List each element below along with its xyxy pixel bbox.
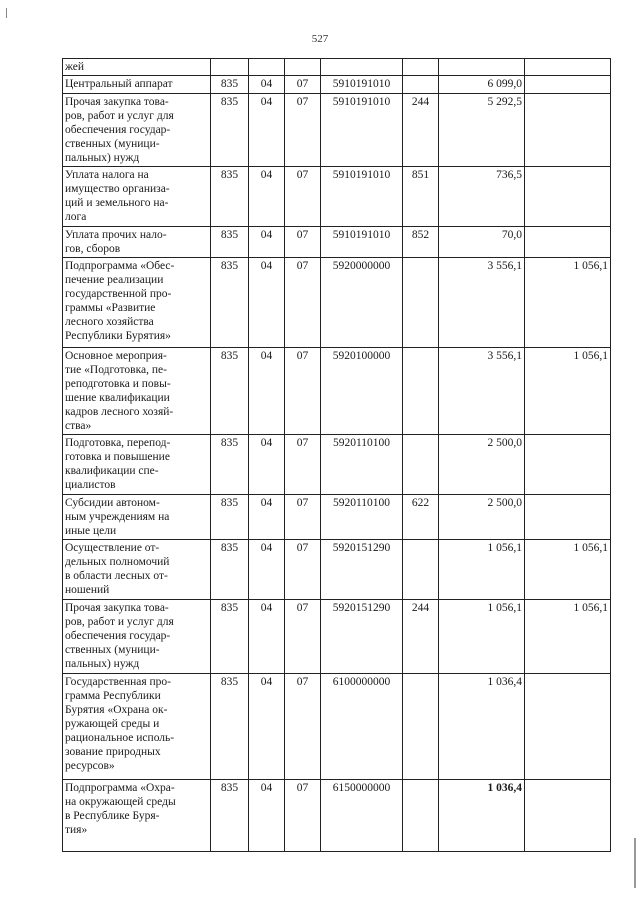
name-line: зование природных (65, 746, 161, 758)
name-line: Прочая закупка това- (65, 96, 169, 108)
cell-target-article: 5920110100 (321, 435, 403, 495)
cell-section: 04 (249, 167, 285, 227)
cell-expense-type (403, 348, 439, 435)
cell-sum-total: 1 036,4 (439, 674, 525, 780)
cell-subsection: 07 (285, 348, 321, 435)
name-line: лесного хозяйства (65, 316, 154, 328)
cell-sum-total: 1 056,1 (439, 600, 525, 674)
table-row (63, 258, 611, 348)
name-line: квалификации спе- (65, 465, 159, 477)
cell-expense-type (403, 780, 439, 852)
name-line: Осуществление от- (65, 542, 160, 554)
cell-name (63, 674, 211, 780)
cell-ministry: 835 (211, 94, 249, 167)
name-line: в области лесных от- (65, 570, 168, 582)
name-line: реподготовка и повы- (65, 378, 171, 390)
name-line: Подпрограмма «Охра- (65, 782, 175, 794)
name-line: жей (65, 61, 85, 73)
cell-ministry: 835 (211, 348, 249, 435)
cell-sum-federal (525, 76, 611, 94)
table-row (63, 435, 611, 495)
name-line: лога (65, 211, 87, 223)
cell-ministry: 835 (211, 600, 249, 674)
cell-sum-total (439, 59, 525, 76)
cell-expense-type (403, 76, 439, 94)
scan-mark (6, 8, 7, 18)
name-line: циалистов (65, 479, 116, 491)
name-line: Центральный аппарат (65, 78, 173, 90)
cell-expense-type (403, 540, 439, 600)
name-line: тие «Подготовка, пе- (65, 364, 167, 376)
cell-target-article: 5920151290 (321, 540, 403, 600)
cell-expense-type: 244 (403, 600, 439, 674)
table-row (63, 780, 611, 852)
cell-expense-type: 851 (403, 167, 439, 227)
name-line: печение реализации (65, 274, 164, 286)
name-line: тия» (65, 824, 88, 836)
scan-edge-mark (634, 838, 636, 888)
name-line: готовка и повышение (65, 451, 170, 463)
name-line: ров, работ и услуг для (65, 616, 174, 628)
cell-section: 04 (249, 540, 285, 600)
name-line: кадров лесного хозяй- (65, 406, 174, 418)
name-line: ственных (муници- (65, 644, 160, 656)
name-line: граммы «Развитие (65, 302, 156, 314)
cell-sum-total: 5 292,5 (439, 94, 525, 167)
cell-target-article: 5910191010 (321, 227, 403, 258)
cell-name (63, 348, 211, 435)
name-line: обеспечения государ- (65, 124, 171, 136)
cell-name (63, 94, 211, 167)
cell-name (63, 540, 211, 600)
name-line: Республики Бурятия» (65, 330, 171, 342)
name-line: ресурсов» (65, 760, 115, 772)
cell-expense-type (403, 435, 439, 495)
cell-ministry (211, 59, 249, 76)
cell-name (63, 258, 211, 348)
name-line: на окружающей среды (65, 796, 176, 808)
cell-name (63, 76, 211, 94)
name-line: Основное мероприя- (65, 350, 167, 362)
name-line: пальных) нужд (65, 152, 140, 164)
name-line: иные цели (65, 525, 117, 537)
name-line: ружающей среды и (65, 718, 160, 730)
cell-section: 04 (249, 76, 285, 94)
cell-ministry: 835 (211, 780, 249, 852)
cell-section: 04 (249, 94, 285, 167)
name-line: имущество организа- (65, 183, 170, 195)
table-row (63, 94, 611, 167)
name-line: пальных) нужд (65, 658, 140, 670)
cell-target-article: 5910191010 (321, 167, 403, 227)
cell-ministry: 835 (211, 167, 249, 227)
cell-sum-total: 2 500,0 (439, 495, 525, 540)
cell-target-article: 6100000000 (321, 674, 403, 780)
cell-section: 04 (249, 435, 285, 495)
cell-expense-type: 852 (403, 227, 439, 258)
cell-subsection: 07 (285, 258, 321, 348)
cell-section: 04 (249, 780, 285, 852)
cell-target-article: 5910191010 (321, 76, 403, 94)
table-row (63, 540, 611, 600)
cell-target-article: 5910191010 (321, 94, 403, 167)
name-line: дельных полномочий (65, 556, 170, 568)
cell-sum-total: 70,0 (439, 227, 525, 258)
cell-subsection: 07 (285, 227, 321, 258)
name-line: ственных (муници- (65, 138, 160, 150)
table-row (63, 76, 611, 94)
cell-section: 04 (249, 348, 285, 435)
cell-name (63, 167, 211, 227)
cell-sum-federal (525, 94, 611, 167)
cell-ministry: 835 (211, 495, 249, 540)
cell-subsection: 07 (285, 674, 321, 780)
cell-target-article (321, 59, 403, 76)
cell-ministry: 835 (211, 76, 249, 94)
cell-name (63, 780, 211, 852)
name-line: государственной про- (65, 288, 172, 300)
name-line: обеспечения государ- (65, 630, 171, 642)
cell-sum-total: 3 556,1 (439, 348, 525, 435)
table-row (63, 495, 611, 540)
table-row (63, 227, 611, 258)
table-row (63, 167, 611, 227)
budget-table (62, 58, 611, 852)
cell-section: 04 (249, 227, 285, 258)
cell-subsection: 07 (285, 167, 321, 227)
cell-section (249, 59, 285, 76)
cell-sum-federal (525, 780, 611, 852)
name-line: Уплата прочих нало- (65, 229, 167, 241)
cell-target-article: 6150000000 (321, 780, 403, 852)
cell-target-article: 5920110100 (321, 495, 403, 540)
cell-subsection: 07 (285, 600, 321, 674)
table-row (63, 674, 611, 780)
cell-expense-type (403, 674, 439, 780)
cell-expense-type (403, 59, 439, 76)
cell-name (63, 227, 211, 258)
cell-name (63, 59, 211, 76)
name-line: ным учреждениям на (65, 511, 170, 523)
cell-ministry: 835 (211, 540, 249, 600)
name-line: ций и земельного на- (65, 197, 169, 209)
name-line: Бурятия «Охрана ок- (65, 704, 168, 716)
cell-subsection: 07 (285, 540, 321, 600)
cell-subsection: 07 (285, 495, 321, 540)
cell-section: 04 (249, 674, 285, 780)
name-line: в Республике Буря- (65, 810, 160, 822)
table-row (63, 59, 611, 76)
cell-subsection: 07 (285, 94, 321, 167)
cell-sum-total: 1 036,4 (439, 780, 525, 852)
cell-target-article: 5920000000 (321, 258, 403, 348)
cell-ministry: 835 (211, 435, 249, 495)
cell-expense-type (403, 258, 439, 348)
cell-name (63, 435, 211, 495)
cell-expense-type: 622 (403, 495, 439, 540)
name-line: Государственная про- (65, 676, 172, 688)
cell-ministry: 835 (211, 227, 249, 258)
table-row (63, 600, 611, 674)
cell-sum-federal: 1 056,1 (525, 540, 611, 600)
cell-subsection: 07 (285, 435, 321, 495)
name-line: ров, работ и услуг для (65, 110, 174, 122)
cell-subsection (285, 59, 321, 76)
name-line: рациональное исполь- (65, 732, 175, 744)
name-line: Прочая закупка това- (65, 602, 169, 614)
cell-sum-total: 736,5 (439, 167, 525, 227)
name-line: ношений (65, 584, 110, 596)
cell-subsection: 07 (285, 780, 321, 852)
cell-sum-federal (525, 495, 611, 540)
cell-sum-total: 6 099,0 (439, 76, 525, 94)
name-line: гов, сборов (65, 243, 121, 255)
cell-sum-federal: 1 056,1 (525, 348, 611, 435)
table-row (63, 348, 611, 435)
cell-section: 04 (249, 495, 285, 540)
name-line: грамма Республики (65, 690, 161, 702)
cell-name (63, 600, 211, 674)
cell-ministry: 835 (211, 258, 249, 348)
cell-sum-federal (525, 435, 611, 495)
cell-sum-total: 1 056,1 (439, 540, 525, 600)
cell-subsection: 07 (285, 76, 321, 94)
cell-expense-type: 244 (403, 94, 439, 167)
cell-ministry: 835 (211, 674, 249, 780)
cell-sum-federal (525, 227, 611, 258)
name-line: Подготовка, перепод- (65, 437, 171, 449)
cell-sum-federal (525, 167, 611, 227)
cell-sum-federal: 1 056,1 (525, 600, 611, 674)
cell-section: 04 (249, 600, 285, 674)
name-line: Субсидии автоном- (65, 497, 160, 509)
cell-sum-federal: 1 056,1 (525, 258, 611, 348)
name-line: Подпрограмма «Обес- (65, 260, 175, 272)
cell-target-article: 5920151290 (321, 600, 403, 674)
name-line: Уплата налога на (65, 169, 149, 181)
cell-sum-total: 3 556,1 (439, 258, 525, 348)
cell-name (63, 495, 211, 540)
cell-sum-total: 2 500,0 (439, 435, 525, 495)
name-line: шение квалификации (65, 392, 170, 404)
cell-sum-federal (525, 674, 611, 780)
cell-target-article: 5920100000 (321, 348, 403, 435)
cell-sum-federal (525, 59, 611, 76)
cell-section: 04 (249, 258, 285, 348)
name-line: ства» (65, 420, 92, 432)
page-number: 527 (311, 33, 329, 45)
